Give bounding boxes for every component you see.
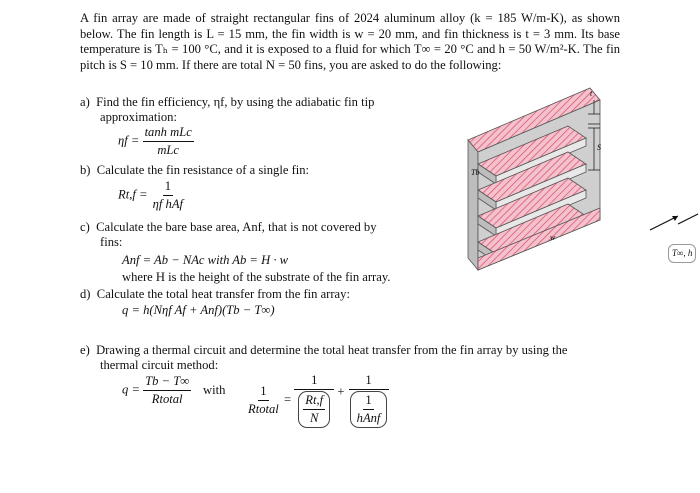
bare-area-equation: Anf = Ab − NAc with Ab = H · w bbox=[122, 253, 289, 267]
problem-intro: A fin array are made of straight rectangular fins of 2024 aluminum alloy (k = 185 W/m-K), as shown below. The fin length is L = 15 mm, the fin width is w = 20 mm, and fin thickness is t = 3 mm. Its base temperature is Tₕ = 100 °C, and it is exposed to a fluid for which T∞ = 20 °C and h = 50 W/m²-K. The fin pitch is S = 10 mm. If there are total N = 50 fins, you are asked to do the following: bbox=[80, 11, 620, 72]
part-e-text-cont: thermal circuit method: bbox=[100, 358, 219, 372]
fluid-arrow-2 bbox=[678, 214, 698, 224]
eq-b-lhs: Rt,f = bbox=[118, 187, 148, 202]
eq-e-denominator: Rtotal bbox=[151, 392, 183, 406]
eq-e-term2 bbox=[348, 373, 390, 428]
total-heat-equation: q = h(Nηf Af + Anf)(Tb − T∞) bbox=[122, 303, 275, 317]
eq-e-term1-denominator bbox=[296, 390, 332, 428]
fin-efficiency-equation bbox=[118, 125, 194, 158]
eq-e-numerator: Tb − T∞ bbox=[143, 374, 191, 391]
eq-b-fraction bbox=[151, 179, 185, 212]
eq-e-term2-inner bbox=[355, 393, 383, 426]
label-t: t bbox=[590, 89, 593, 98]
total-resistance-equation bbox=[246, 373, 389, 428]
eq-a-denominator: mLc bbox=[157, 143, 180, 157]
fin-resistance-equation bbox=[118, 179, 185, 212]
part-e-with: with bbox=[203, 383, 226, 397]
eq-e-fraction bbox=[143, 374, 191, 407]
base-block-side bbox=[468, 140, 478, 270]
eq-e-term1-paren bbox=[298, 391, 330, 428]
part-a-text: a) Find the fin efficiency, ηf, by using the adiabatic fin tip bbox=[80, 95, 375, 109]
eq-e-term2-inner-den: hAnf bbox=[356, 411, 381, 425]
eq-b-numerator: 1 bbox=[163, 179, 173, 196]
part-a-text-cont: approximation: bbox=[100, 110, 177, 124]
eq-a-fraction bbox=[143, 125, 194, 158]
eq-e-term2-inner-num: 1 bbox=[363, 393, 373, 410]
part-d-text: d) Calculate the total heat transfer from the fin array: bbox=[80, 287, 350, 301]
label-S: S bbox=[597, 143, 601, 152]
eq-e-r-fraction bbox=[246, 384, 281, 417]
eq-e-term1-numerator: 1 bbox=[294, 373, 334, 390]
part-c-text-cont: fins: bbox=[100, 235, 123, 249]
label-w: w bbox=[550, 233, 556, 242]
eq-a-lhs: ηf = bbox=[118, 133, 140, 148]
eq-e-term1-inner-den: N bbox=[310, 411, 319, 425]
thermal-circuit-equation bbox=[122, 374, 191, 407]
eq-e-lhs: q = bbox=[122, 382, 140, 397]
eq-a-numerator: tanh mLc bbox=[143, 125, 194, 142]
eq-e-equals: = bbox=[283, 392, 292, 407]
part-b-text: b) Calculate the fin resistance of a single fin: bbox=[80, 163, 310, 177]
eq-e-term1-inner-num: Rt,f bbox=[303, 393, 325, 410]
eq-e-r-denominator: Rtotal bbox=[248, 402, 279, 416]
label-fluid: T∞, h bbox=[668, 244, 696, 263]
part-c-text: c) Calculate the bare base area, Anf, that is not covered by bbox=[80, 220, 377, 234]
part-e-text: e) Drawing a thermal circuit and determine the total heat transfer from the fin array by using the bbox=[80, 343, 568, 357]
label-Tb: Tb bbox=[471, 168, 480, 177]
eq-e-plus: + bbox=[337, 384, 345, 399]
eq-e-term2-denominator bbox=[348, 390, 390, 428]
eq-e-term2-paren bbox=[350, 391, 388, 428]
eq-e-r-numerator: 1 bbox=[258, 384, 268, 401]
eq-e-term2-numerator: 1 bbox=[349, 373, 389, 390]
eq-e-term1-inner bbox=[303, 393, 325, 426]
eq-b-denominator: ηf hAf bbox=[152, 197, 184, 211]
fin-array-figure bbox=[440, 80, 620, 280]
eq-e-term1 bbox=[294, 373, 334, 428]
part-c-where: where H is the height of the substrate of the fin array. bbox=[122, 270, 391, 284]
